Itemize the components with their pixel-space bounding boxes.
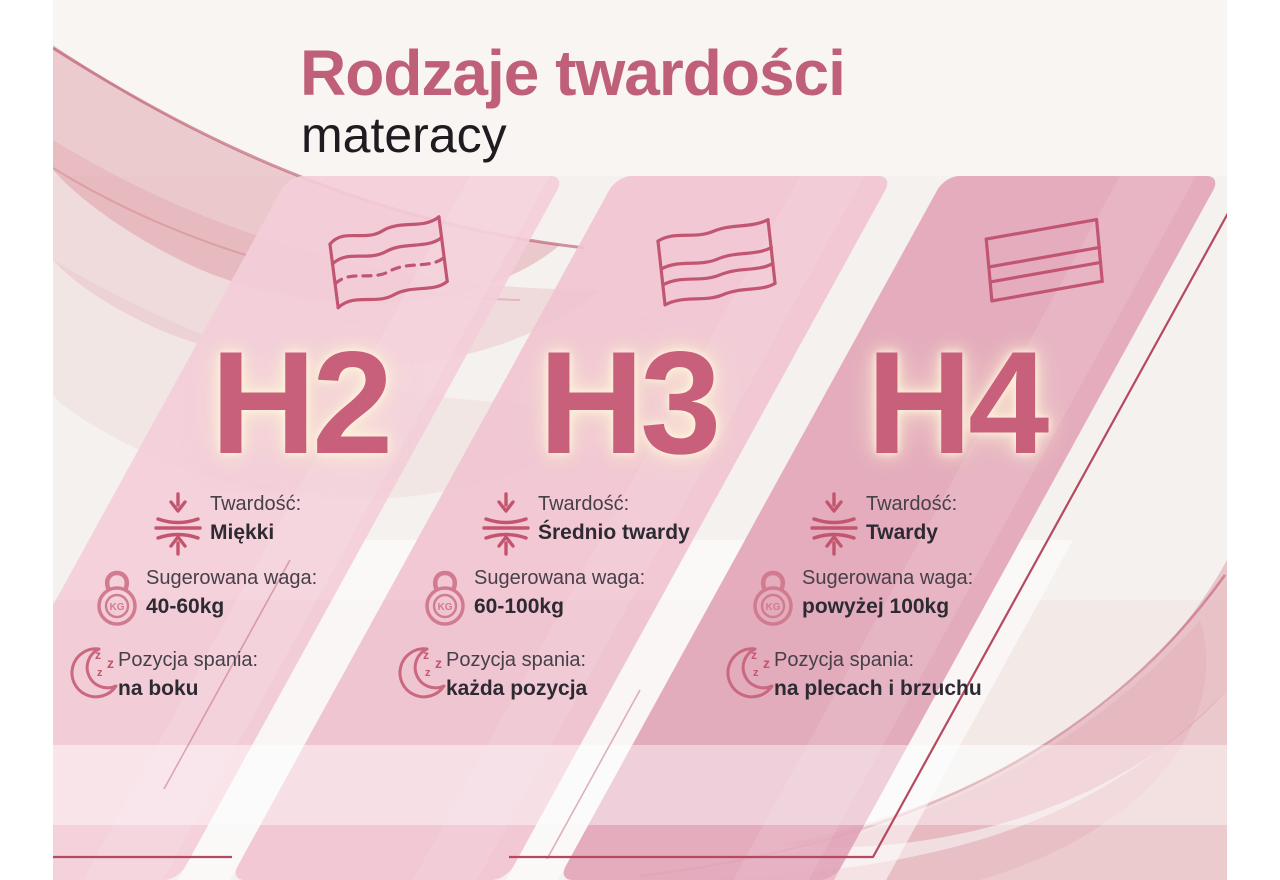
grade-letter-h3: H3 xyxy=(538,321,718,484)
hardness-value: Średnio twardy xyxy=(538,521,690,544)
compression-arrows-icon xyxy=(480,492,532,556)
hardness-label: Twardość: xyxy=(866,493,958,515)
z-glyph: z xyxy=(423,648,429,662)
kg-text: KG xyxy=(109,602,125,613)
weight-value: 40-60kg xyxy=(146,595,225,618)
weight-row xyxy=(474,566,645,620)
sleep-label: Pozycja spania: xyxy=(774,649,915,671)
z-glyph: z xyxy=(97,667,103,679)
grade-letter-h4: H4 xyxy=(866,321,1046,484)
sleep-moon-icon xyxy=(66,644,120,702)
sleep-row xyxy=(774,648,982,702)
compression-arrows-icon xyxy=(808,492,860,556)
right-white-strip xyxy=(1227,0,1280,880)
z-glyph: z xyxy=(435,655,442,671)
mattress-medium-icon xyxy=(652,212,784,312)
grade-letter-h2: H2 xyxy=(210,321,390,484)
left-white-strip xyxy=(0,0,53,880)
z-glyph: z xyxy=(107,655,114,671)
hardness-value: Miękki xyxy=(210,521,275,544)
weight-value: 60-100kg xyxy=(474,595,564,618)
kg-text: KG xyxy=(437,602,453,613)
sleep-row xyxy=(118,648,258,702)
hardness-label: Twardość: xyxy=(538,493,630,515)
weight-row xyxy=(146,566,317,620)
compression-arrows-icon xyxy=(152,492,204,556)
kettlebell-icon xyxy=(420,564,470,628)
z-glyph: z xyxy=(763,655,770,671)
sleep-label: Pozycja spania: xyxy=(446,649,587,671)
kettlebell-icon xyxy=(748,564,798,628)
weight-label: Sugerowana waga: xyxy=(474,567,646,589)
sleep-value: każda pozycja xyxy=(446,677,588,700)
hardness-row xyxy=(538,492,690,546)
sleep-label: Pozycja spania: xyxy=(118,649,259,671)
z-glyph: z xyxy=(95,648,101,662)
page-subtitle: materacy xyxy=(301,107,507,163)
mattress-firm-icon xyxy=(980,212,1112,312)
weight-row xyxy=(802,566,973,620)
faint-diagonal-line xyxy=(547,690,640,859)
mattress-soft-icon xyxy=(324,212,456,312)
page-title: Rodzaje twardości xyxy=(300,37,845,109)
weight-value: powyżej 100kg xyxy=(802,595,950,618)
sleep-moon-icon xyxy=(394,644,448,702)
kettlebell-icon xyxy=(92,564,142,628)
sleep-row xyxy=(446,648,587,702)
sleep-moon-icon xyxy=(722,644,776,702)
z-glyph: z xyxy=(425,667,431,679)
hardness-label: Twardość: xyxy=(210,493,302,515)
weight-label: Sugerowana waga: xyxy=(146,567,318,589)
kg-text: KG xyxy=(765,602,781,613)
z-glyph: z xyxy=(751,648,757,662)
sleep-value: na plecach i brzuchu xyxy=(774,677,982,700)
hardness-row xyxy=(866,492,957,546)
hardness-value: Twardy xyxy=(866,521,938,544)
weight-label: Sugerowana waga: xyxy=(802,567,974,589)
sleep-value: na boku xyxy=(118,677,199,700)
hardness-row xyxy=(210,492,301,546)
z-glyph: z xyxy=(753,667,759,679)
